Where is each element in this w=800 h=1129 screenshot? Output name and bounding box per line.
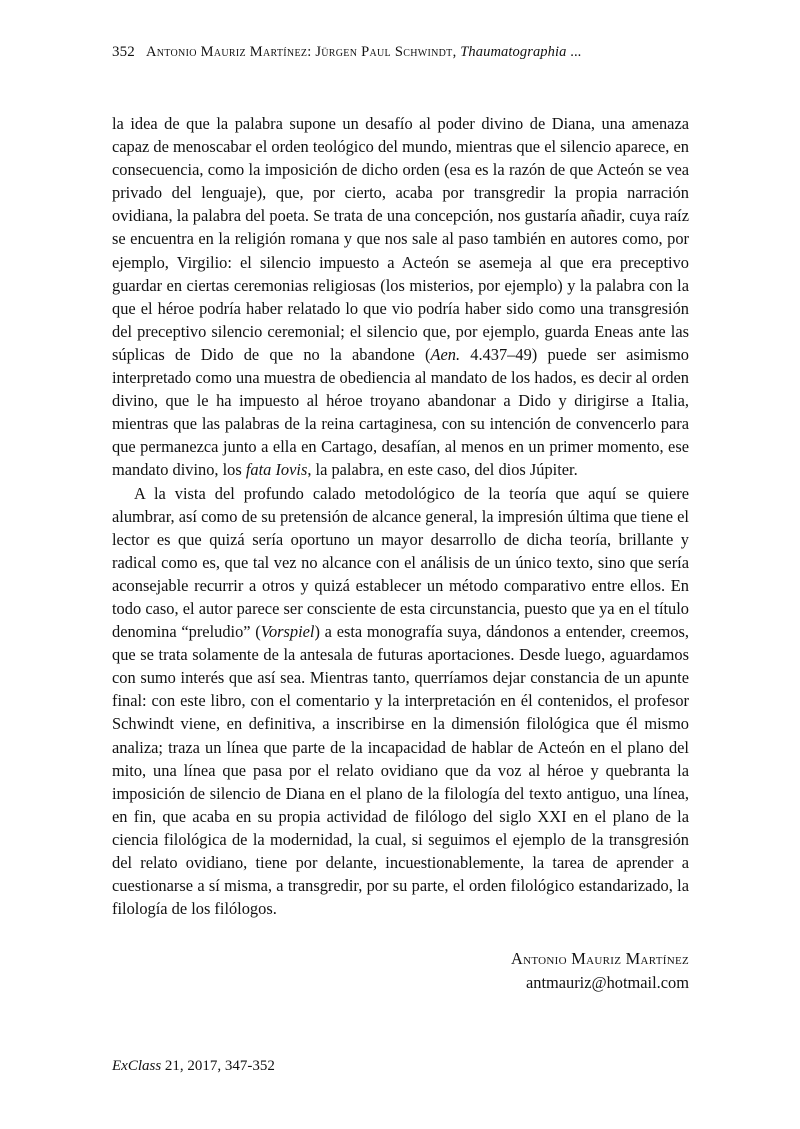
citation-vorspiel: Vorspiel bbox=[260, 622, 315, 642]
footer-journal: ExClass bbox=[112, 1058, 162, 1074]
running-head-reviewed-author: Jürgen Paul Schwindt, bbox=[315, 44, 457, 60]
running-head-ellipsis: ... bbox=[570, 44, 582, 60]
footer-issue: 21, 2017, 347-352 bbox=[164, 1058, 275, 1074]
signature-email[interactable]: antmauriz@hotmail.com bbox=[525, 973, 689, 992]
paragraph-1: la idea de que la palabra supone un desafío al poder divino de Diana, una amenaza capaz de menoscabar el orden teológico del mundo, mientras que el silencio aparece, en consecuencia, como la imposición de dicho orden (esa es la razón de que Acteón se vea privado del lenguaje), que, por cierto, acaba por transgredir la propia narración ovidiana, la palabra del poeta. Se trata de una concepción, nos gustaría añadir, cuya raíz se encuentra en la religión romana y que nos sale al paso también en autores como, por ejemplo, Virgilio: el silencio impuesto a Acteón se asemeja al que era preceptivo guardar en ciertas ceremonias religiosas (los misterios, por ejemplo) y la palabra con la que el héroe podría haber relatado lo que vio podría haber sido como una transgresión del preceptivo silencio ceremonial; el silencio que, por ejemplo, guarda Eneas ante las súplicas de Dido de que no la abandone (Aen. 4.437–49) puede ser asimismo interpretado como una muestra de obediencia al mandato de los hados, es decir al orden divino, que le ha impuesto al héroe troyano abandonar a Dido y dirigirse a Italia, mientras que las palabras de la reina cartaginesa, con su intención de convencerlo para que permanezca junto a ella en Cartago, desafían, al menos en un primer momento, ese mandato divino, los fata Iovis, la palabra, en este caso, del dios Júpiter. bbox=[112, 114, 689, 480]
running-head-author: Antonio Mauriz Martínez: bbox=[146, 44, 312, 60]
page-number: 352 bbox=[112, 44, 135, 60]
footer bbox=[112, 1058, 275, 1075]
signature-name: Antonio Mauriz Martínez bbox=[510, 949, 689, 968]
running-head bbox=[112, 44, 688, 61]
citation-aen: Aen. bbox=[430, 344, 461, 364]
body-text bbox=[112, 112, 689, 920]
paragraph-2: A la vista del profundo calado metodológico de la teoría que aquí se quiere alumbrar, así como de su pretensión de alcance general, la impresión última que tiene el lector es que quizá sería oportuno un mayor desarrollo de dicha teoría, brillante y radical como es, que tal vez no alcance con el análisis de un único texto, sino que sería aconsejable recurrir a otros y quizá establecer un método comparativo entre ellos. En todo caso, el autor parece ser consciente de esta circunstancia, puesto que ya en el título denomina “preludio” (Vorspiel) a esta monografía suya, dándonos a entender, creemos, que se trata solamente de la antesala de futuras aportaciones. Desde luego, aguardamos con sumo interés que así sea. Mientras tanto, querríamos dejar constancia de un apunte final: con este libro, con el comentario y la interpretación en él contenidos, el profesor Schwindt viene, en definitiva, a inscribirse en la dimensión filológica que él mismo analiza; traza un línea que parte de la incapacidad de hablar de Acteón en el plano del mito, una línea que pasa por el relato ovidiano que da voz al héroe y quebranta la imposición de silencio de Diana en el plano de la filología del texto antiguo, una línea, en fin, que acaba en su propia actividad de filólogo del siglo XXI en el plano de la ciencia filológica de la modernidad, la cual, si seguimos el ejemplo de la transgresión del relato ovidiano, tiene por delante, incuestionablemente, la tarea de aprender a cuestionarse a sí misma, a transgredir, por su parte, el orden filológico estandarizado, la filología de los filólogos. bbox=[112, 483, 689, 919]
running-head-work-title: Thaumatographia bbox=[460, 44, 567, 60]
signature-block bbox=[112, 947, 689, 995]
citation-fata-iovis: fata Iovis bbox=[245, 460, 308, 480]
